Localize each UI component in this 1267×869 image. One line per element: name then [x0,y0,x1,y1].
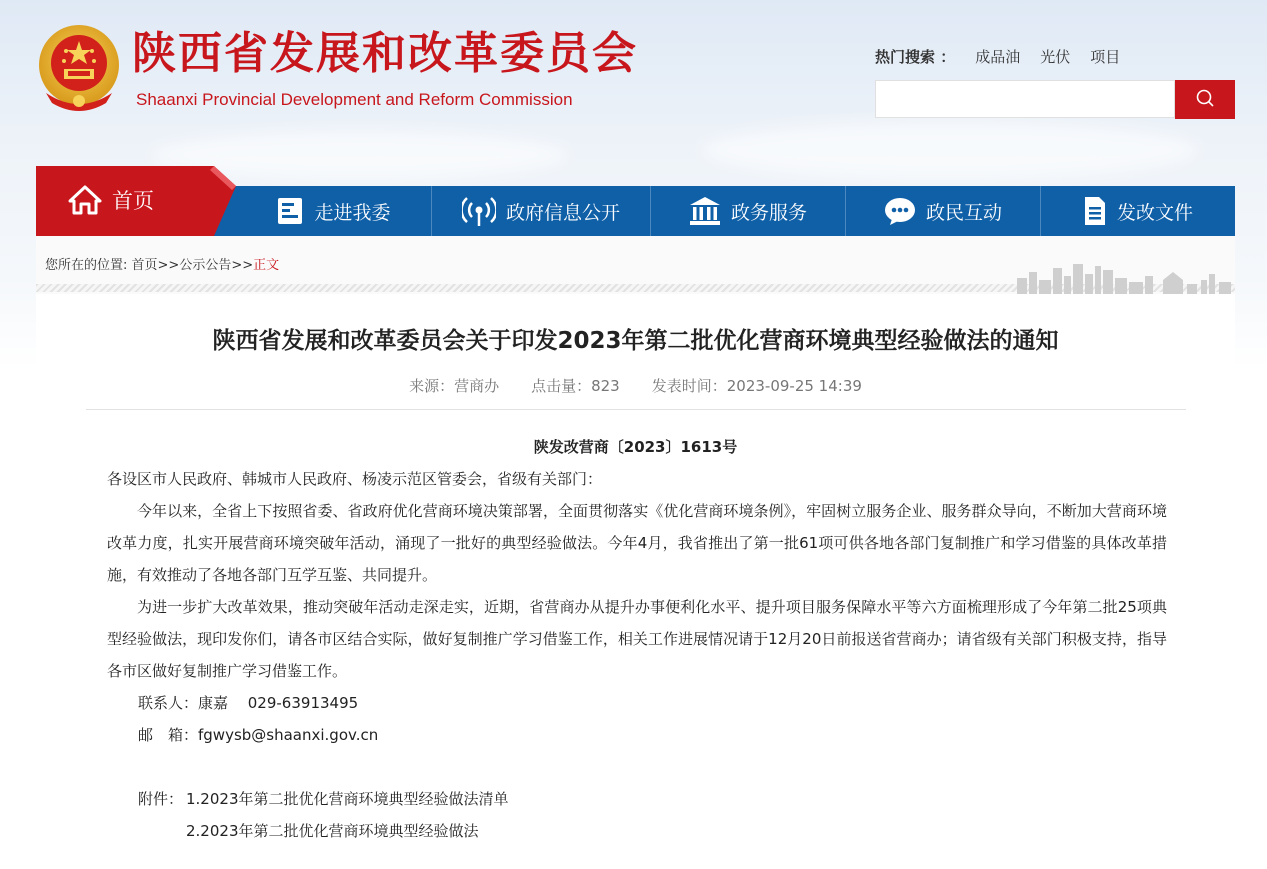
government-building-icon [689,196,721,226]
broadcast-icon [462,195,496,227]
nav-item-interaction[interactable] [845,186,1040,236]
nav-item-label: 政务服务 [730,201,807,224]
chat-bubble-icon [884,196,916,226]
nav-item-label: 发改文件 [1116,201,1193,224]
id-card-icon [276,196,304,226]
article-source: 来源：营商办 [409,377,500,395]
national-emblem-icon [36,23,122,113]
nav-item-label: 走进我委 [314,201,391,224]
site-subtitle-en: Shaanxi Provincial Development and Reform Commission [136,90,573,109]
contact-person: 联系人：康嘉 029-63913495 [138,694,359,712]
salutation: 各设区市人民政府、韩城市人民政府、杨凌示范区管委会，省级有关部门： [107,470,603,488]
attachment-link[interactable]: 2.2023年第二批优化营商环境典型经验做法 [186,822,479,840]
breadcrumb-prefix: 您所在的位置: [45,258,132,273]
breadcrumb-separator: >> [231,258,254,273]
nav-home[interactable] [68,185,154,215]
document-icon [1083,196,1107,226]
contact-email: 邮 箱：fgwysb@shaanxi.gov.cn [138,726,379,744]
body-paragraph: 今年以来，全省上下按照省委、省政府优化营商环境决策部署，全面贯彻落实《优化营商环境条例》，牢固树立服务企业、服务群众导向，不断加大营商环境改革力度，扎实开展营商环境突破年活动，涌现了一批好的典型经验做法。今年4月，我省推出了第一批61项可供各地各部门复制推广和学习借鉴的具体改革措施，有效推动了各地各部门互学互鉴、共同提升。 [107,502,1167,584]
breadcrumb [45,254,279,273]
breadcrumb-section[interactable]: 公示公告 [179,258,232,273]
hot-search-link[interactable]: 项目 [1090,48,1121,66]
body-paragraph: 为进一步扩大改革效果，推动突破年活动走深走实，近期，省营商办从提升办事便利化水平、提升项目服务保障水平等六方面梳理形成了今年第二批25项典型经验做法，现印发你们，请各市区结合实际，做好复制推广学习借鉴工作，相关工作进展情况请于12月20日前报送省营商办；请省级有关部门积极支持，指导各市区做好复制推广学习借鉴工作。 [107,598,1167,680]
nav-item-info-disclosure[interactable] [431,186,650,236]
home-icon [68,185,102,215]
article-title: 陕西省发展和改革委员会关于印发2023年第二批优化营商环境典型经验做法的通知 [212,328,1059,354]
article-hits: 点击量：823 [531,377,620,395]
article-meta [36,375,1235,396]
nav-item-label: 政民互动 [925,201,1002,224]
hot-search [875,46,1120,67]
hot-search-link[interactable]: 成品油 [975,48,1021,66]
attachment-label: 附件： [138,790,184,808]
breadcrumb-home[interactable]: 首页 [131,258,158,273]
nav-home-label: 首页 [112,189,154,213]
hot-search-link[interactable]: 光伏 [1040,48,1071,66]
site-title: 陕西省发展和改革委员会 [132,28,638,79]
nav-item-about[interactable] [236,186,431,236]
nav-item-gov-service[interactable] [650,186,845,236]
article-publish-time: 发表时间：2023-09-25 14:39 [651,377,862,395]
search-icon [1195,88,1215,112]
nav-item-documents[interactable] [1040,186,1235,236]
search-input[interactable] [875,80,1175,118]
document-number: 陕发改营商〔2023〕1613号 [533,438,738,456]
nav-item-label: 政府信息公开 [505,201,620,224]
breadcrumb-current: 正文 [253,258,280,273]
city-skyline-decoration [1015,258,1235,294]
search-button[interactable] [1175,80,1235,119]
background-cloud [700,120,1200,180]
hot-search-label: 热门搜索 ： [875,48,956,66]
attachment-link[interactable]: 1.2023年第二批优化营商环境典型经验做法清单 [186,790,509,808]
divider [86,409,1186,410]
breadcrumb-separator: >> [157,258,180,273]
